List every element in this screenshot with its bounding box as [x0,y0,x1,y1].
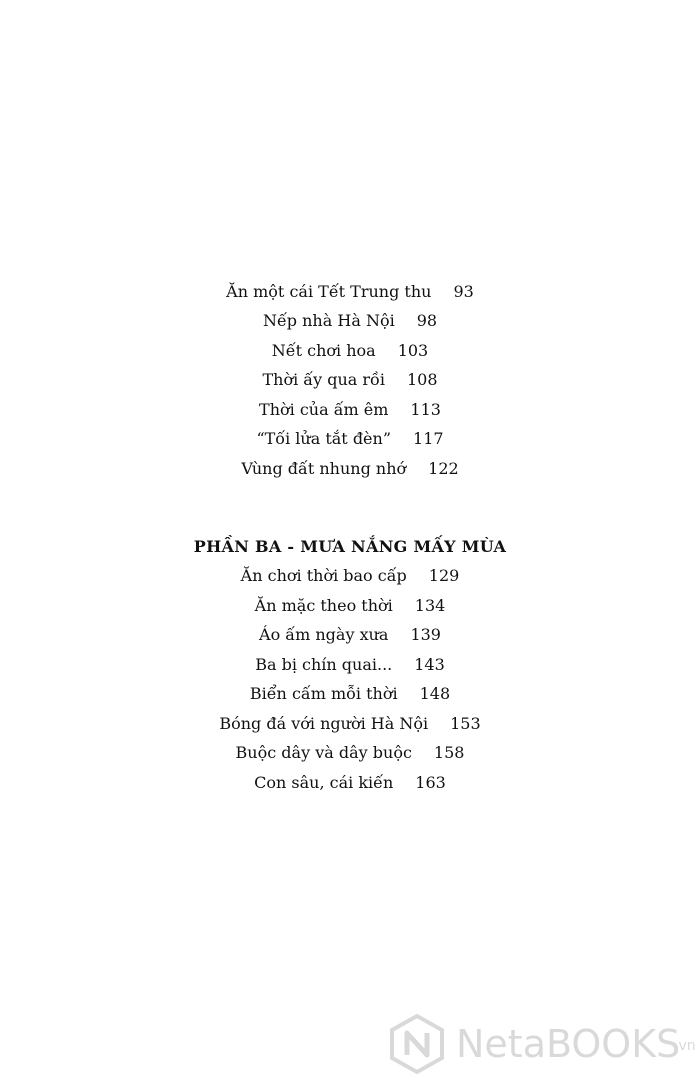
toc-entry-title: Nếp nhà Hà Nội [262,311,395,330]
toc-entry-title: Con sâu, cái kiến [254,773,394,792]
toc-entry-title: Thời của ấm êm [259,400,389,419]
toc-entry-page: 113 [410,400,441,419]
toc-entry-page: 103 [397,341,429,360]
toc-entry-title: Bóng đá với người Hà Nội [219,714,429,733]
toc-entry [0,400,700,420]
toc-entry [0,655,700,675]
toc-entry-title: Ăn chơi thời bao cấp [240,566,407,585]
toc-entry [0,714,700,734]
section-heading: PHẦN BA - MƯA NẮNG MẤY MÙA [193,537,507,556]
toc-entry-title: Thời ấy qua rồi [262,370,385,389]
toc-entry [0,459,700,479]
toc-entry [0,596,700,616]
toc-entry-title: Ba bị chín quai... [255,655,393,674]
toc-entry-page: 108 [406,370,438,389]
toc-entry-title: Biển cấm mỗi thời [249,684,398,703]
toc-entry-title: Nết chơi hoa [271,341,376,360]
toc-entry-page: 153 [450,714,481,733]
toc-entry [0,773,700,793]
toc-entry-page: 148 [419,684,451,703]
toc-entry-page: 134 [414,596,446,615]
watermark [386,1012,698,1076]
toc-entry-page: 158 [433,743,465,762]
toc-entry [0,341,700,361]
toc-entry [0,684,700,704]
toc-entry-title: Vùng đất nhung nhớ [241,459,407,478]
toc-entry-page: 163 [415,773,446,792]
toc-entry-title: “Tối lửa tắt đèn” [256,429,392,448]
watermark-suffix: .vn [674,1038,696,1054]
toc-entry-page: 93 [453,282,474,301]
toc-entry-page: 143 [414,655,445,674]
watermark-brand: NetaBOOKS [456,1022,681,1066]
toc-entry [0,566,700,586]
toc-entry-title: Ăn một cái Tết Trung thu [226,282,432,301]
toc-entry-page: 117 [413,429,444,448]
toc-entry-title: Áo ấm ngày xưa [259,625,389,644]
toc-entry-page: 129 [428,566,460,585]
toc-entry [0,743,700,763]
toc-entry [0,282,700,302]
netabooks-logo-icon [386,1013,448,1075]
toc-entry [0,625,700,645]
toc-entry-title: Ăn mặc theo thời [254,596,393,615]
toc-entry-page: 139 [410,625,441,644]
toc-entry-page: 98 [416,311,438,330]
toc-entry [0,311,700,331]
toc-entry [0,429,700,449]
toc-entry [0,370,700,390]
toc-entry-title: Buộc dây và dây buộc [235,743,412,762]
toc-entry-page: 122 [428,459,459,478]
